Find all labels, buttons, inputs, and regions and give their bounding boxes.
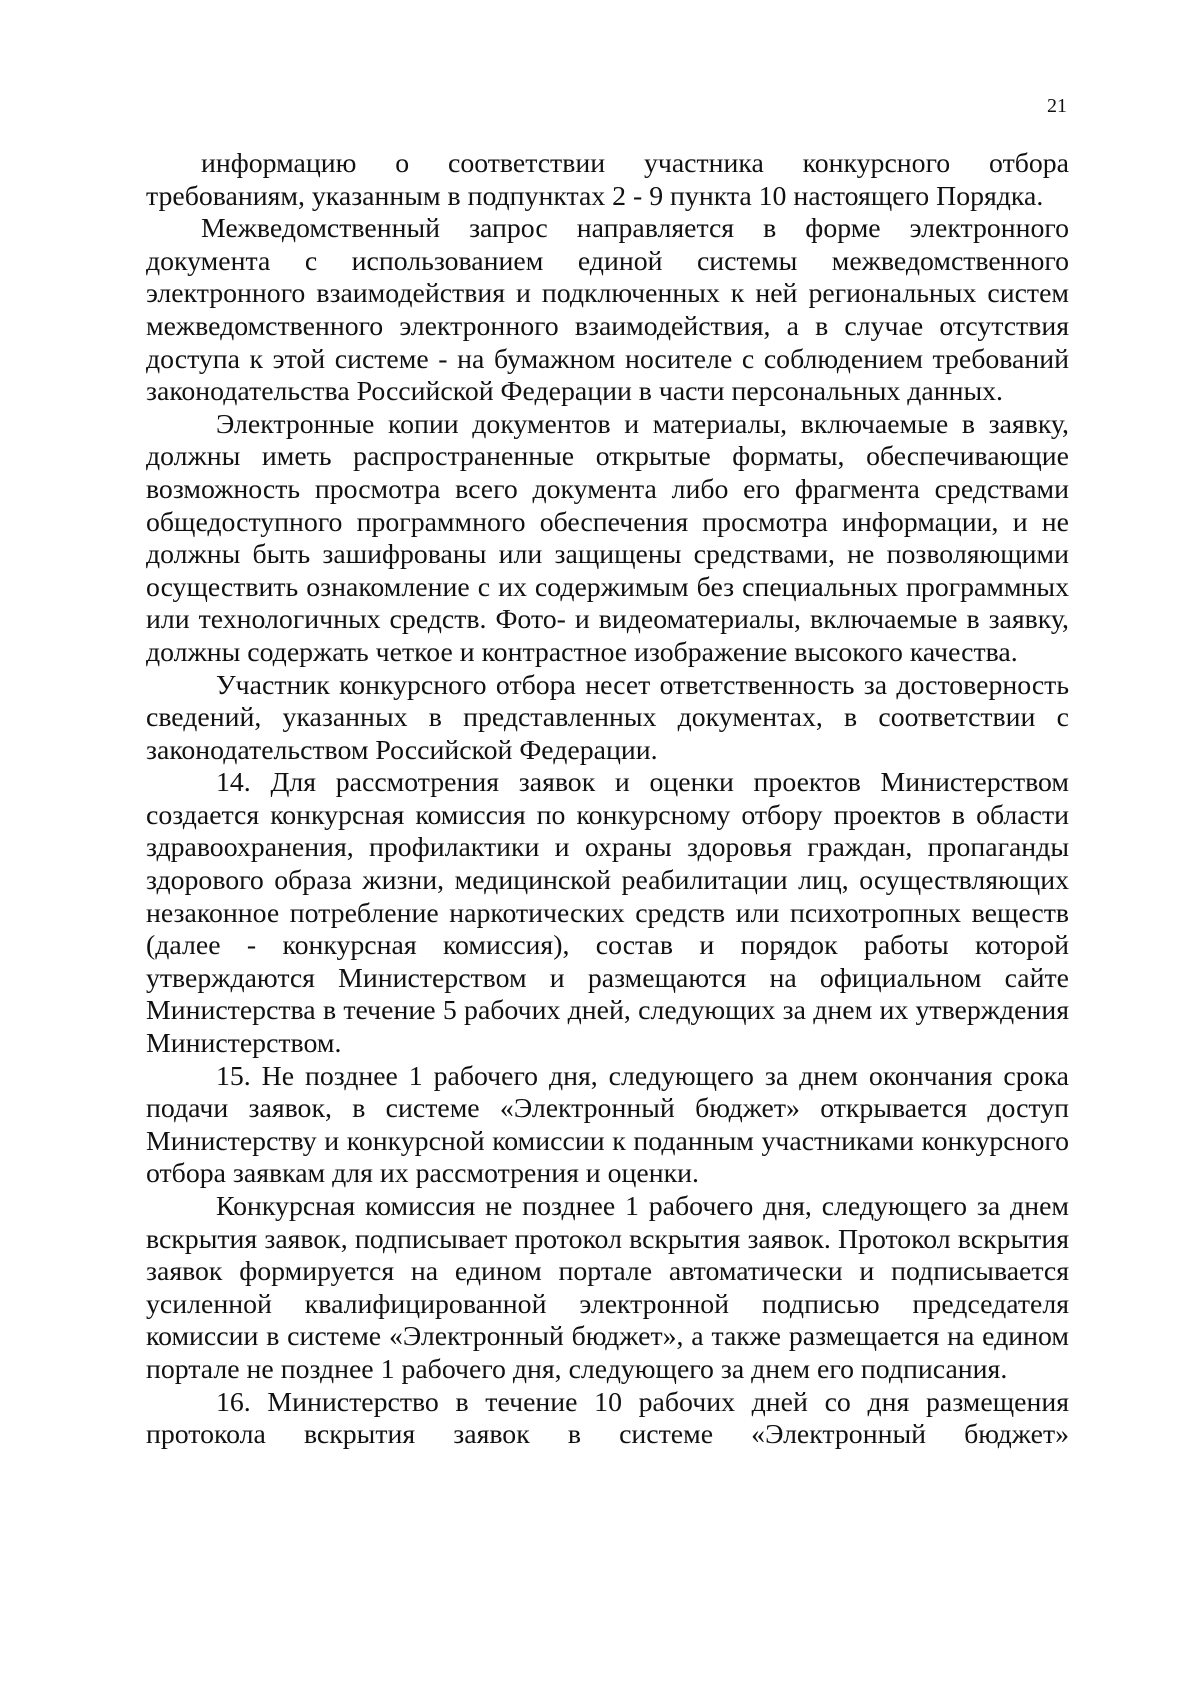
page-number: 21	[1047, 95, 1067, 117]
paragraph-opening-protocol: Конкурсная комиссия не позднее 1 рабочего дня, следующего за днем вскрытия заявок, подписывает протокол вскрытия заявок. Протокол вскрытия заявок формируется на едином портале автоматически и подписывается усиленной квалифицированной электронной подписью председателя комиссии в системе «Электронный бюджет», а также размещается на едином портале не позднее 1 рабочего дня, следующего за днем его подписания.	[146, 1191, 1069, 1385]
paragraph-item-15: 15. Не позднее 1 рабочего дня, следующего за днем окончания срока подачи заявок, в системе «Электронный бюджет» открывается доступ Министерству и конкурсной комиссии к поданным участниками конкурсного отбора заявкам для их рассмотрения и оценки.	[146, 1060, 1069, 1190]
paragraph-item-14: 14. Для рассмотрения заявок и оценки проектов Министерством создается конкурсная комиссия по конкурсному отбору проектов в области здравоохранения, профилактики и охраны здоровья граждан, пропаганды здорового образа жизни, медицинской реабилитации лиц, осуществляющих незаконное потребление наркотических средств или психотропных веществ (далее - конкурсная комиссия), состав и порядок работы которой утверждаются Министерством и размещаются на официальном сайте Министерства в течение 5 рабочих дней, следующих за днем их утверждения Министерством.	[146, 767, 1069, 1060]
paragraph-item-16: 16. Министерство в течение 10 рабочих дней со дня размещения протокола вскрытия заявок в системе «Электронный бюджет»	[146, 1386, 1069, 1451]
paragraph-continuation: информацию о соответствии участника конкурсного отбора требованиям, указанным в подпунктах 2 - 9 пункта 10 настоящего Порядка.	[146, 148, 1069, 212]
paragraph-electronic-copies: Электронные копии документов и материалы, включаемые в заявку, должны иметь распространенные открытые форматы, обеспечивающие возможность просмотра всего документа либо его фрагмента средствами общедоступного программного обеспечения просмотра информации, и не должны быть зашифрованы или защищены средствами, не позволяющими осуществить ознакомление с их содержимым без специальных программных или технологичных средств. Фото- и видеоматериалы, включаемые в заявку, должны содержать четкое и контрастное изображение высокого качества.	[146, 408, 1069, 668]
document-body	[146, 148, 1069, 1452]
paragraph-participant-responsibility: Участник конкурсного отбора несет ответственность за достоверность сведений, указанных в представленных документах, в соответствии с законодательством Российской Федерации.	[146, 669, 1069, 766]
paragraph-interagency-request: Межведомственный запрос направляется в форме электронного документа с использованием единой системы межведомственного электронного взаимодействия и подключенных к ней региональных систем межведомственного электронного взаимодействия, а в случае отсутствия доступа к этой системе - на бумажном носителе с соблюдением требований законодательства Российской Федерации в части персональных данных.	[146, 213, 1069, 408]
